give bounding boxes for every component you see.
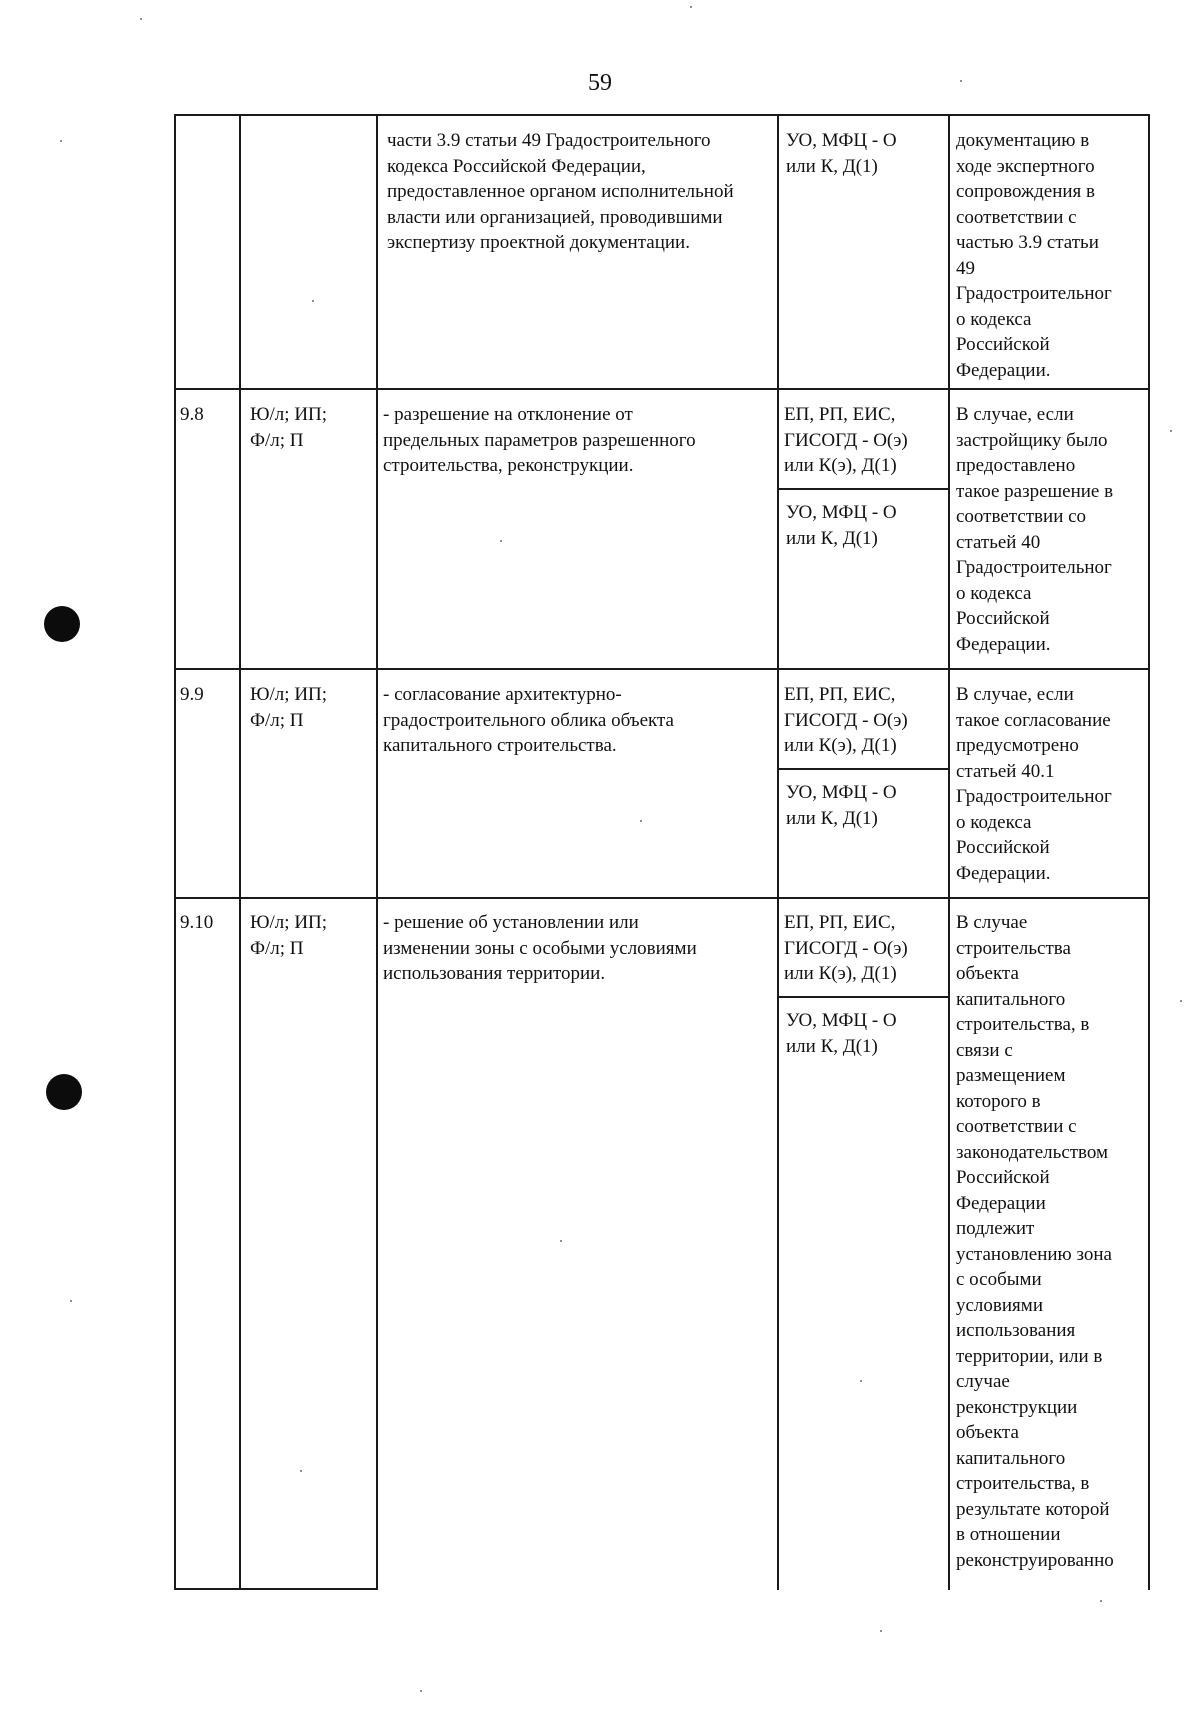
applicant-cell: Ю/л; ИП; Ф/л; П bbox=[250, 404, 328, 451]
punch-hole bbox=[44, 606, 80, 642]
table-border bbox=[777, 114, 779, 1590]
channel-cell: ЕП, РП, ЕИС, ГИСОГД - О(э) или К(э), Д(1) bbox=[784, 404, 908, 476]
table-border bbox=[777, 768, 950, 770]
table-border bbox=[174, 114, 1150, 116]
channel-cell: ЕП, РП, ЕИС, ГИСОГД - О(э) или К(э), Д(1) bbox=[784, 684, 908, 756]
table-border bbox=[376, 114, 378, 1590]
channel-cell: УО, МФЦ - О или К, Д(1) bbox=[786, 502, 897, 549]
condition-cell: документацию в ходе экспертного сопровождения в соответствии с частью 3.9 статьи 49 Градостроительног о кодекса Российской Федерации. bbox=[956, 130, 1112, 381]
table-border bbox=[239, 114, 241, 1590]
document-cell: - разрешение на отклонение от предельных параметров разрешенного строительства, реконструкции. bbox=[383, 404, 696, 476]
channel-cell: УО, МФЦ - О или К, Д(1) bbox=[786, 1010, 897, 1057]
table-border bbox=[777, 488, 950, 490]
table-border bbox=[777, 996, 950, 998]
page-number: 59 bbox=[588, 70, 612, 96]
row-number: 9.8 bbox=[180, 404, 204, 425]
table-border bbox=[174, 897, 1150, 899]
applicant-cell: Ю/л; ИП; Ф/л; П bbox=[250, 912, 328, 959]
document-cell: - согласование архитектурно- градостроительного облика объекта капитального строительства. bbox=[383, 684, 674, 756]
condition-cell: В случае, если такое согласование предусмотрено статьей 40.1 Градостроительног о кодекса Российской Федерации. bbox=[956, 684, 1112, 884]
table-border bbox=[948, 114, 950, 1590]
row-number: 9.9 bbox=[180, 684, 204, 705]
table-border bbox=[174, 668, 1150, 670]
channel-cell: ЕП, РП, ЕИС, ГИСОГД - О(э) или К(э), Д(1) bbox=[784, 912, 908, 984]
channel-cell: УО, МФЦ - О или К, Д(1) bbox=[786, 130, 897, 177]
condition-cell: В случае, если застройщику было предоставлено такое разрешение в соответствии со статьей 40 Градостроительног о кодекса Российской Федерации. bbox=[956, 404, 1114, 655]
document-cell: части 3.9 статьи 49 Градостроительного кодекса Российской Федерации, предоставленное органом исполнительной власти или организацией, проводившими экспертизу проектной документации. bbox=[387, 130, 734, 253]
table-border bbox=[1148, 114, 1150, 1590]
channel-cell: УО, МФЦ - О или К, Д(1) bbox=[786, 782, 897, 829]
table-border bbox=[174, 388, 1150, 390]
table-border bbox=[174, 114, 176, 1590]
row-number: 9.10 bbox=[180, 912, 214, 933]
punch-hole bbox=[46, 1074, 82, 1110]
applicant-cell: Ю/л; ИП; Ф/л; П bbox=[250, 684, 328, 731]
condition-cell: В случае строительства объекта капитального строительства, в связи с размещением которого в соответствии с законодательством Российской Федерации подлежит установлению зона с особыми условиями использования территории, или в случае реконструкции объекта капитального строительства, в результате которой в отношении реконструированно bbox=[956, 912, 1114, 1571]
table-border bbox=[174, 1588, 378, 1590]
document-cell: - решение об установлении или изменении зоны с особыми условиями использования территории. bbox=[383, 912, 697, 984]
